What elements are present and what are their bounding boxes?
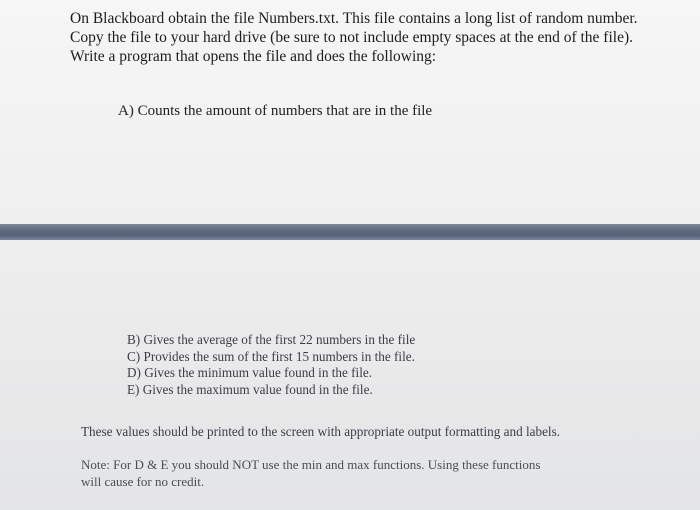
task-item-c: C) Provides the sum of the first 15 numbers in the file.: [127, 348, 415, 364]
task-list: [127, 332, 415, 398]
intro-line: Copy the file to your hard drive (be sure to not include empty spaces at the end of the file).: [70, 29, 633, 46]
note-line: will cause for no credit.: [81, 473, 205, 489]
task-item-e: E) Gives the maximum value found in the file.: [127, 381, 373, 397]
intro-line: Write a program that opens the file and does the following:: [70, 48, 437, 65]
note-paragraph: [81, 457, 671, 490]
task-item-d: D) Gives the minimum value found in the file.: [127, 365, 373, 380]
note-line: Note: For D & E you should NOT use the min and max functions. Using these functions: [81, 457, 541, 472]
task-item-a: A) Counts the amount of numbers that are in the file: [118, 103, 433, 119]
output-instruction: These values should be printed to the screen with appropriate output formatting and labels.: [81, 424, 561, 439]
top-page-section: [0, 0, 700, 224]
intro-paragraph: [70, 9, 690, 66]
task-item-b: B) Gives the average of the first 22 numbers in the file: [127, 332, 416, 347]
section-divider: [0, 224, 700, 240]
intro-line: On Blackboard obtain the file Numbers.txt. This file contains a long list of random number.: [70, 10, 638, 27]
